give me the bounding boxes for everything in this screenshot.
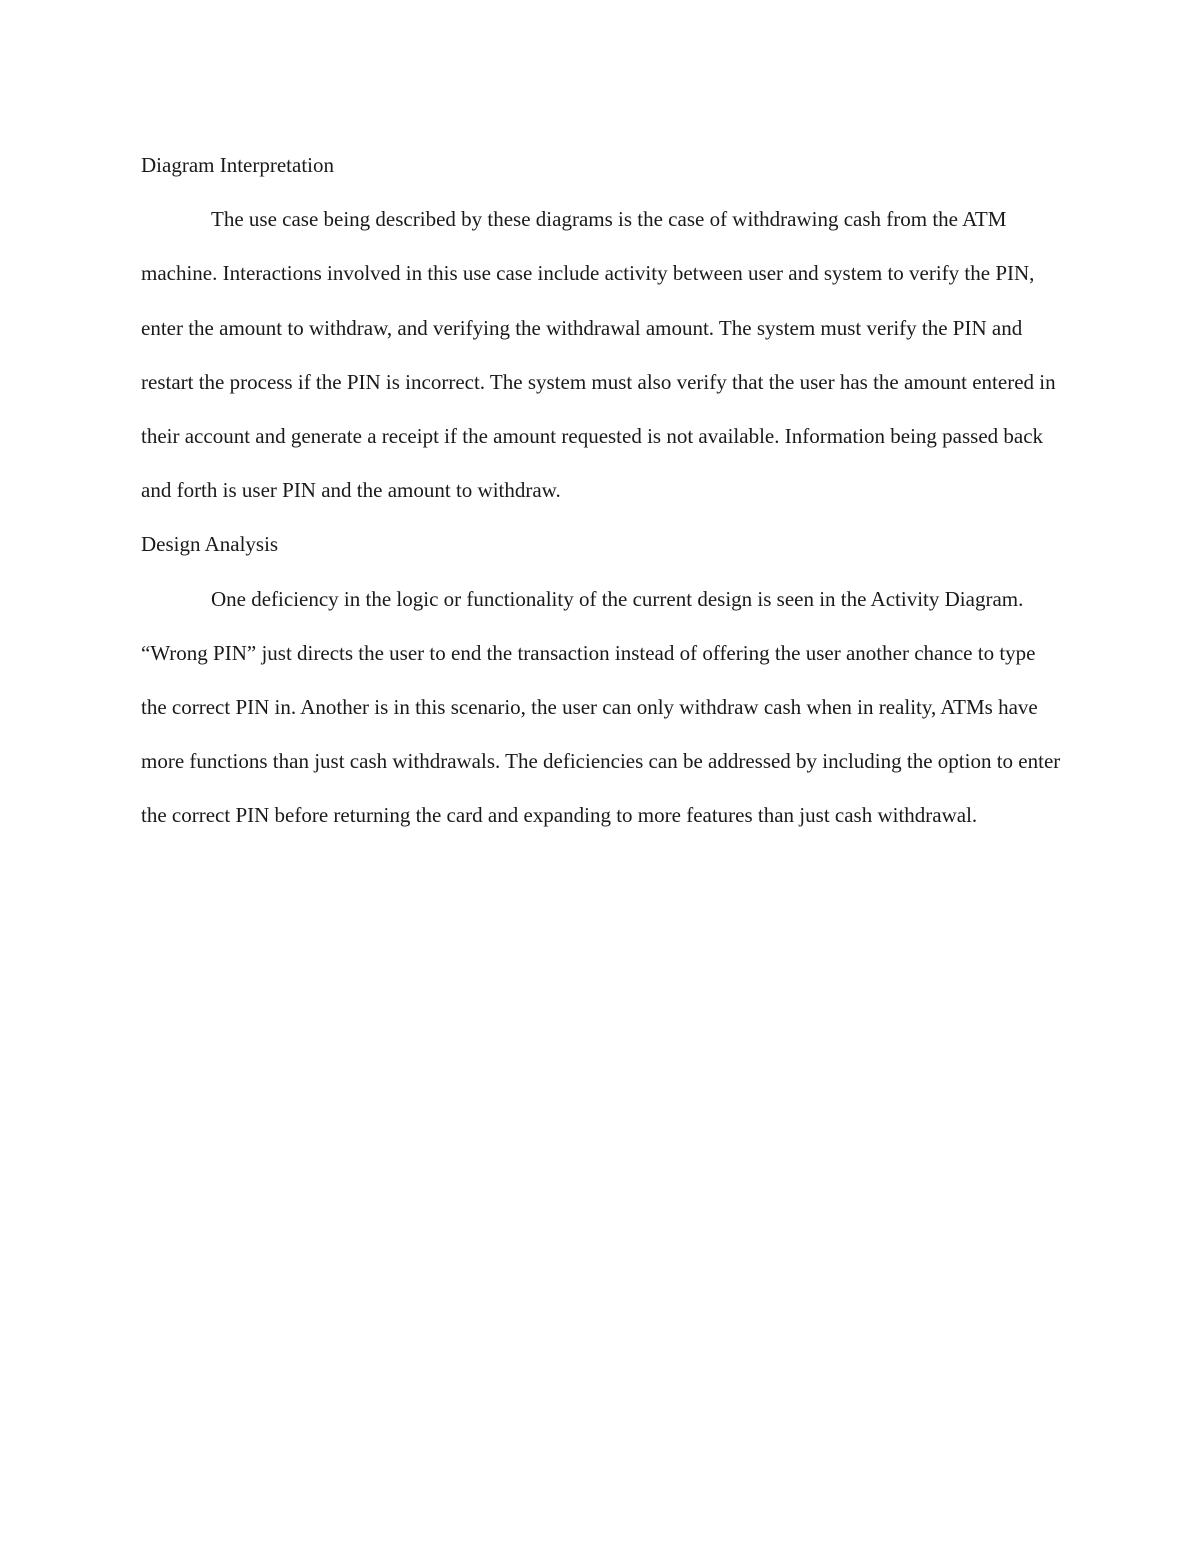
section-heading-design-analysis: Design Analysis <box>141 532 279 557</box>
paragraph-design-analysis: One deficiency in the logic or functionality of the current design is seen in the Activity Diagram. “Wrong PIN” just directs the user to end the transaction instead of offering the user another chance to type the correct PIN in. Another is in this scenario, the user can only withdraw cash when in reality, ATMs have more functions than just cash withdrawals. The deficiencies can be addressed by including the option to enter the correct PIN before returning the card and expanding to more features than just cash withdrawal. <box>141 586 1061 828</box>
section-heading-diagram-interpretation: Diagram Interpretation <box>141 153 334 177</box>
paragraph-diagram-interpretation: The use case being described by these diagrams is the case of withdrawing cash from the ATM machine. Interactions involved in this use case include activity between user and system to verify the PIN, enter the amount to withdraw, and verifying the withdrawal amount. The system must verify the PIN and restart the process if the PIN is incorrect. The system must also verify that the user has the amount entered in their account and generate a receipt if the amount requested is not available. Information being passed back and forth is user PIN and the amount to withdraw. <box>141 207 1056 503</box>
document-body <box>141 138 1066 843</box>
